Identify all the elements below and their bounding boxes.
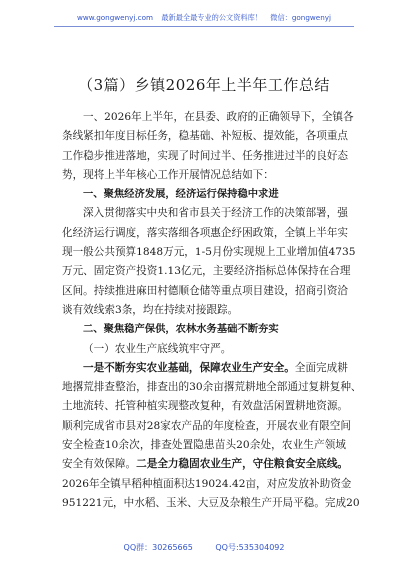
footer-qq-number: QQ号:535304092 (215, 543, 285, 552)
paragraph-line: 土地流转、托管种植实现整改复种，有效盘活闲置耕地资源。 (62, 400, 349, 413)
document-body (62, 108, 362, 513)
footer-qq-group: QQ群：30265665 (123, 543, 193, 552)
paragraph-line (62, 455, 349, 474)
paragraph-line: 万元、固定资产投资1.13亿元，主要经济指标总体保持在合理 (62, 265, 351, 278)
subsection-heading: （一）农业生产底线筑牢守严。 (83, 342, 232, 355)
key-point: 二是全力稳固农业生产，守住粮食安全底线。 (136, 458, 349, 471)
header-site[interactable]: www.gongwenyj.com (76, 13, 154, 22)
paragraph-line: 安全检查10余次，排查处置隐患苗头20余处，农业生产领域 (62, 439, 346, 452)
paragraph-line (62, 359, 346, 378)
paragraph-line: 现一般公共预算1848万元，1-5月份实现规上工业增加值4735 (62, 246, 356, 259)
paragraph-line: 顺利完成省市县对28家农产品的年度检查，开展农业有限空间 (62, 419, 351, 432)
paragraph-line: 条线紧扣年度目标任务，稳基础、补短板、提效能，各项重点 (62, 130, 349, 143)
paragraph-line: 951221元，中水稻、玉米、大豆及杂粮生产开局平稳。完成20 (62, 496, 360, 509)
paragraph-line: 工作稳步推进落地，实现了时间过半、任务推进过半的良好态 (62, 149, 349, 162)
paragraph-line: 深入贯彻落实中央和省市县关于经济工作的决策部署，强 (83, 207, 348, 220)
paragraph-text: 安全有效保障。 (62, 458, 137, 471)
header-banner (0, 13, 408, 23)
key-point: 一是不断夯实农业基础，保障农业生产安全。 (83, 361, 295, 374)
paragraph-line: 地撂荒排查整治，排查出的30余亩撂荒耕地全部通过复耕复种、 (62, 381, 362, 394)
header-divider (54, 26, 354, 27)
section-heading: 二、聚焦稳产保供，农林水务基础不断夯实 (83, 323, 279, 336)
footer-contact (0, 542, 408, 553)
section-heading: 一、聚焦经济发展，经济运行保持稳中求进 (83, 188, 279, 201)
paragraph-line: 2026年全镇早稻种植面积达19024.42亩，对应发放补助资金 (62, 477, 352, 490)
document-title: （3篇）乡镇2026年上半年工作总结 (78, 76, 330, 94)
header-wechat: 微信：gongwenyj (270, 13, 332, 22)
paragraph-line: 谈有效线索3条，均在持续对接跟踪。 (62, 303, 239, 316)
header-slogan: 最新最全最专业的公文资料库！ (161, 13, 262, 22)
paragraph-line: 区间。持续推进麻田村德顺仓储等重点项目建设，招商引资洽 (62, 284, 349, 297)
paragraph-line: 一、2026年上半年，在县委、政府的正确领导下，全镇各 (83, 111, 354, 123)
paragraph-line: 势，现将上半年核心工作开展情况总结如下： (62, 168, 274, 181)
paragraph-text: 全面完成耕 (294, 361, 348, 374)
paragraph-line: 化经济运行调度，落实落细各项惠企纾困政策，全镇上半年实 (62, 226, 349, 239)
